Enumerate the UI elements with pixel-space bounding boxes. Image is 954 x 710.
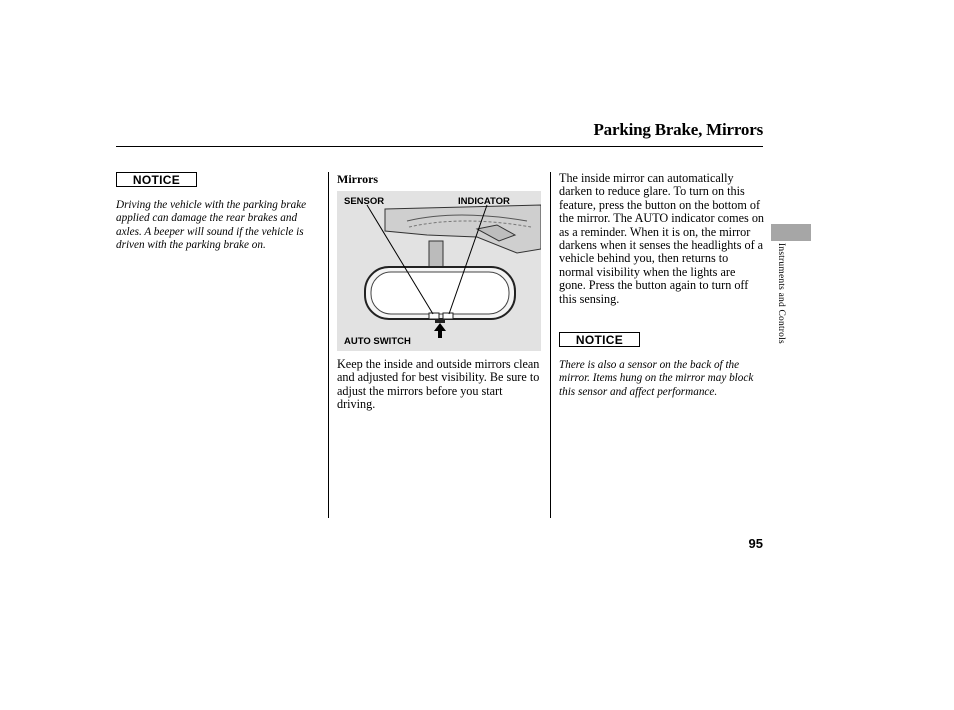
indicator-label: INDICATOR <box>458 196 510 207</box>
indicator-light <box>443 313 453 319</box>
column-divider <box>328 172 329 518</box>
mirrors-body-text: Keep the inside and outside mirrors clean and adjusted for best visibility. Be sure to adjust the mirrors before you start driving. <box>337 357 540 412</box>
mirror-glass <box>371 272 509 314</box>
auto-dimming-text: The inside mirror can automatically darken to reduce glare. To turn on this feature, press the button on the bottom of the mirror. The AUTO indicator comes on as a reminder. When it is on, the mirror darkens when it senses the headlights of a vehicle behind you, then returns to normal visibility when the lights are gone. Press the button again to turn off this sensing. <box>559 171 765 306</box>
auto-switch <box>435 319 445 323</box>
section-tab-label: Instruments and Controls <box>776 243 786 344</box>
page-number: 95 <box>748 536 763 551</box>
mirror-diagram <box>337 191 541 351</box>
section-heading: Mirrors <box>337 172 379 186</box>
notice-label: NOTICE <box>116 172 197 187</box>
section-tab <box>771 224 811 241</box>
page-title: Parking Brake, Mirrors <box>593 120 763 139</box>
mirror-illustration <box>337 191 541 351</box>
mirror-stem <box>429 241 443 267</box>
press-arrow-icon <box>434 323 446 338</box>
notice-label: NOTICE <box>559 332 640 347</box>
sensor-label: SENSOR <box>344 196 385 207</box>
auto-switch-label: AUTO SWITCH <box>344 336 411 347</box>
column-divider <box>550 172 551 518</box>
headliner-shape <box>385 205 541 253</box>
sensor-window <box>429 313 439 319</box>
notice-text: Driving the vehicle with the parking brake applied can damage the rear brakes and axles. A beeper will sound if the vehicle is driven with the parking brake on. <box>116 199 307 252</box>
notice-text: There is also a sensor on the back of the mirror. Items hung on the mirror may block this sensor and affect performance. <box>559 359 754 398</box>
title-rule <box>116 146 763 147</box>
